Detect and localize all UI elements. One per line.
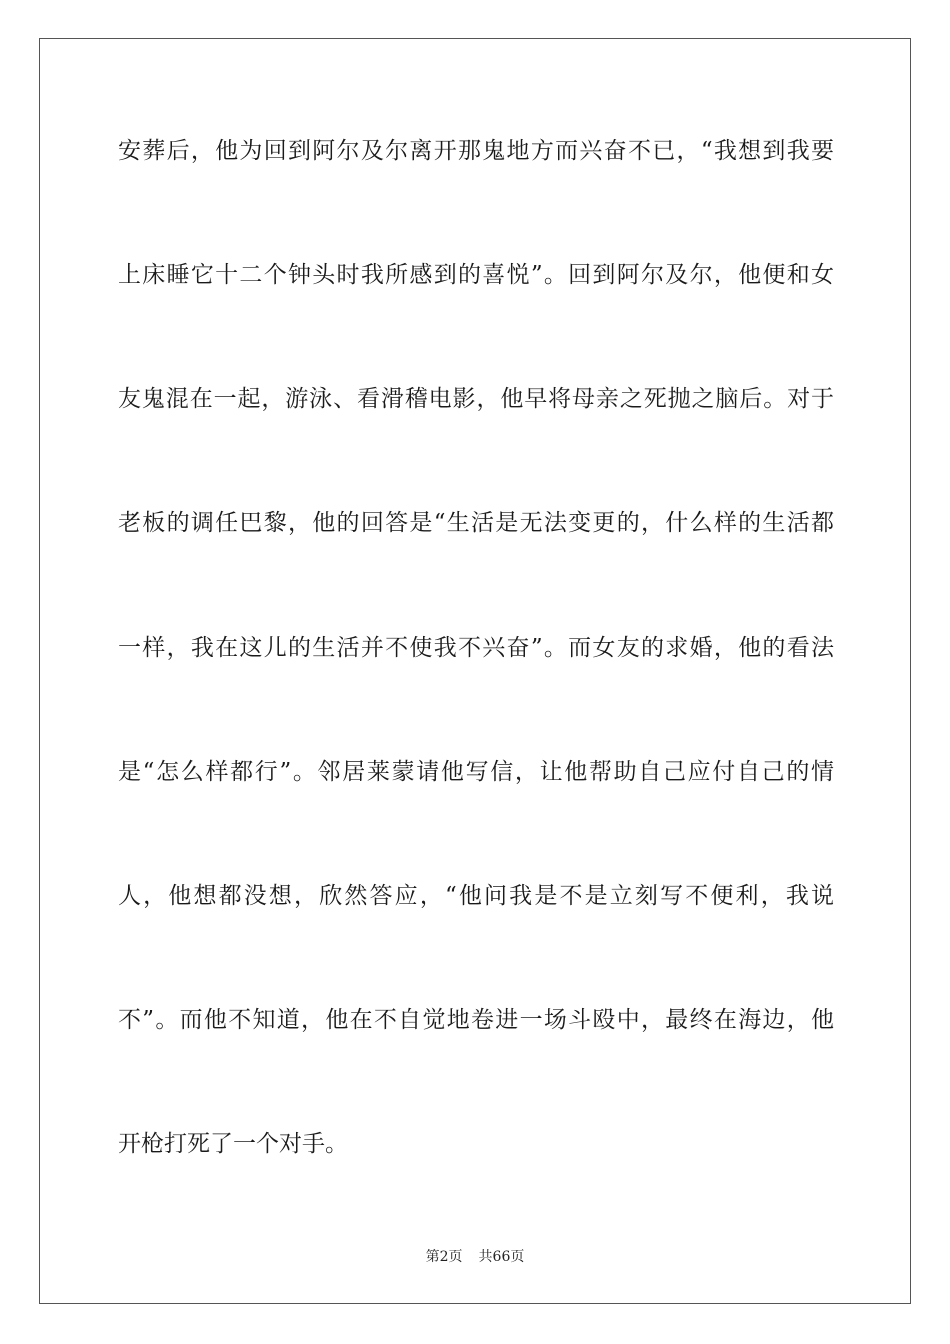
text-line: 友鬼混在一起，游泳、看滑稽电影，他早将母亲之死抛之脑后。对于 [118, 386, 834, 412]
text-line: 一样，我在这儿的生活并不使我不兴奋”。而女友的求婚，他的看法 [118, 635, 834, 661]
text-line: 开枪打死了一个对手。 [118, 1131, 348, 1157]
text-line: 安葬后，他为回到阿尔及尔离开那鬼地方而兴奋不已，“我想到我要 [118, 138, 834, 164]
text-line: 上床睡它十二个钟头时我所感到的喜悦”。回到阿尔及尔，他便和女 [118, 262, 834, 288]
text-line: 人，他想都没想，欣然答应，“他问我是不是立刻写不便利，我说 [118, 883, 834, 909]
page-total: 共66页 [478, 1249, 525, 1265]
text-line: 老板的调任巴黎，他的回答是“生活是无法变更的，什么样的生活都 [118, 510, 834, 536]
body-text [40, 39, 910, 1303]
page-number: 第2页 [425, 1249, 463, 1265]
text-line: 不”。而他不知道，他在不自觉地卷进一场斗殴中，最终在海边，他 [118, 1007, 834, 1033]
text-line: 是“怎么样都行”。邻居莱蒙请他写信，让他帮助自己应付自己的情 [118, 759, 834, 785]
page-footer [40, 1248, 910, 1266]
page-frame [39, 38, 911, 1304]
